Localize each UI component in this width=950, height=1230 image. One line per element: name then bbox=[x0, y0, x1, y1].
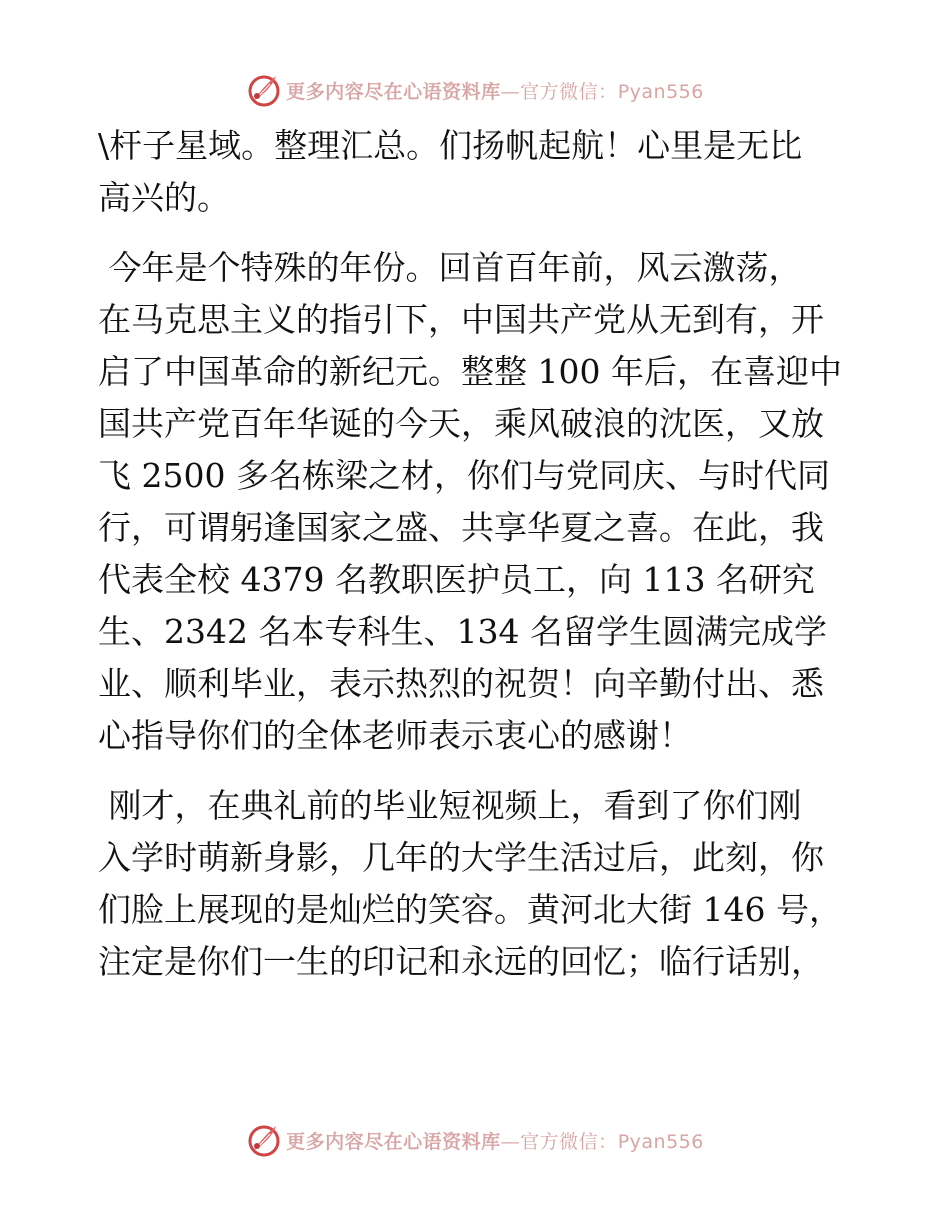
text-line: 业、顺利毕业，表示热烈的祝贺！向辛勤付出、悉 bbox=[98, 664, 824, 703]
document-body bbox=[98, 120, 858, 988]
text-line: 入学时萌新身影，几年的大学生活过后，此刻，你 bbox=[98, 838, 824, 877]
text-line: \杆子星域。整理汇总。们扬帆起航！心里是无比 bbox=[98, 126, 803, 165]
text-line: 代表全校 4379 名教职医护员工，向 113 名研究 bbox=[98, 560, 815, 599]
text-line: 心指导你们的全体老师表示衷心的感谢！ bbox=[98, 716, 692, 755]
text-line: 飞 2500 多名栋梁之材，你们与党同庆、与时代同 bbox=[98, 456, 830, 495]
paragraph-3 bbox=[98, 780, 858, 988]
text-line: 刚才，在典礼前的毕业短视频上，看到了你们刚 bbox=[98, 786, 802, 825]
text-line: 们脸上展现的是灿烂的笑容。黄河北大街 146 号， bbox=[98, 890, 842, 929]
text-line: 生、2342 名本专科生、134 名留学生圆满完成学 bbox=[98, 612, 827, 651]
text-line: 在马克思主义的指引下，中国共产党从无到有，开 bbox=[98, 300, 824, 339]
text-line: 今年是个特殊的年份。回首百年前，风云激荡， bbox=[98, 248, 802, 287]
text-line: 启了中国革命的新纪元。整整 100 年后，在喜迎中 bbox=[98, 352, 842, 391]
watermark-text: 更多内容尽在心语资料库—官方微信：Pyan556 bbox=[286, 1130, 704, 1153]
text-line: 国共产党百年华诞的今天，乘风破浪的沈医，又放 bbox=[98, 404, 824, 443]
feather-pen-logo-icon bbox=[246, 1122, 282, 1158]
feather-pen-logo-icon bbox=[246, 72, 282, 108]
paragraph-1 bbox=[98, 120, 858, 224]
text-line: 行，可谓躬逢国家之盛、共享华夏之喜。在此，我 bbox=[98, 508, 824, 547]
text-line: 高兴的。 bbox=[98, 178, 230, 217]
text-line: 注定是你们一生的印记和永远的回忆；临行话别， bbox=[98, 942, 824, 981]
header-watermark bbox=[0, 70, 950, 110]
watermark-text: 更多内容尽在心语资料库—官方微信：Pyan556 bbox=[286, 80, 704, 103]
paragraph-2 bbox=[98, 242, 858, 762]
footer-watermark bbox=[0, 1120, 950, 1160]
